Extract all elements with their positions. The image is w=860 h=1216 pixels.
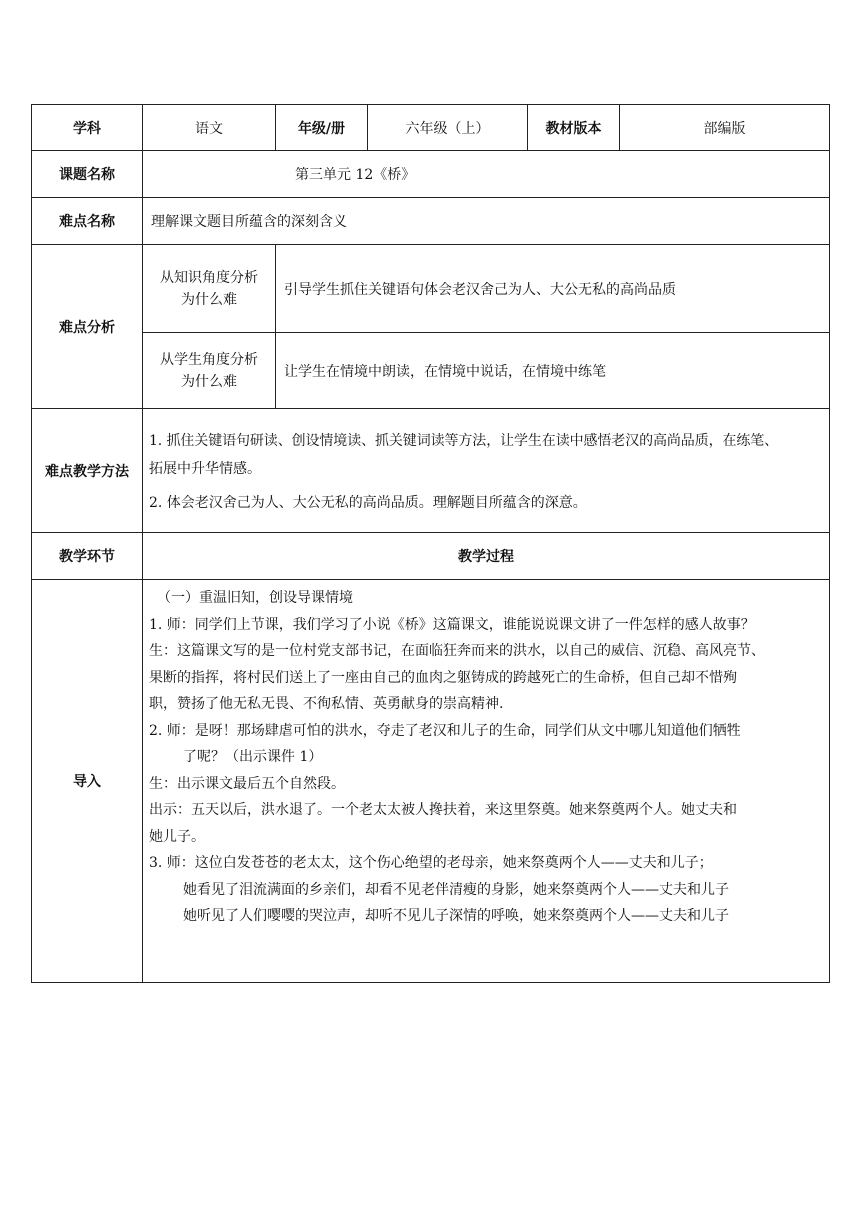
grade-label: 年级/册	[276, 105, 368, 151]
intro-line: 生：出示课文最后五个自然段。	[149, 775, 345, 792]
intro-line: 3. 师：这位白发苍苍的老太太，这个伤心绝望的老母亲，她来祭奠两个人——丈夫和儿子；	[149, 855, 713, 871]
intro-content	[143, 580, 830, 983]
intro-line: 职，赞扬了他无私无畏、不徇私情、英勇献身的崇高精神.	[149, 696, 504, 712]
lesson-label: 课题名称	[32, 151, 143, 198]
intro-line: 果断的指挥，将村民们送上了一座由自己的血肉之躯铸成的跨越死亡的生命桥，但自己却不惜殉	[149, 669, 737, 686]
intro-line: 出示：五天以后，洪水退了。一个老太太被人搀扶着，来这里祭奠。她来祭奠两个人。她丈夫和	[149, 802, 737, 818]
process-header: 教学过程	[143, 533, 830, 580]
knowledge-angle-value: 引导学生抓住关键语句体会老汉舍己为人、大公无私的高尚品质	[276, 245, 830, 333]
header-row	[32, 105, 830, 151]
analysis-label: 难点分析	[32, 245, 143, 409]
method-item1-line2: 拓展中升华情感。	[149, 460, 261, 477]
knowledge-angle-line2: 为什么难	[181, 291, 237, 308]
knowledge-angle-label	[143, 245, 276, 333]
process-header-row	[32, 533, 830, 580]
lesson-row	[32, 151, 830, 198]
textbook-value: 部编版	[620, 105, 830, 151]
student-angle-value: 让学生在情境中朗读，在情境中说话，在情境中练笔	[276, 333, 830, 409]
analysis-row-student	[32, 333, 830, 409]
lesson-value: 第三单元 12《桥》	[143, 151, 830, 198]
grade-value: 六年级（上）	[368, 105, 528, 151]
knowledge-angle-line1: 从知识角度分析	[160, 269, 258, 286]
intro-line: 1. 师：同学们上节课，我们学习了小说《桥》这篇课文，谁能说说课文讲了一件怎样的感人故事？	[149, 616, 755, 633]
analysis-row-knowledge	[32, 245, 830, 333]
method-content	[143, 409, 830, 533]
difficulty-label: 难点名称	[32, 198, 143, 245]
intro-row	[32, 580, 830, 983]
intro-line: 生：这篇课文写的是一位村党支部书记，在面临狂奔而来的洪水，以自己的威信、沉稳、高风亮节、	[149, 643, 765, 659]
intro-line: 她听见了人们嘤嘤的哭泣声，却听不见儿子深情的呼唤，她来祭奠两个人——丈夫和儿子	[183, 908, 729, 924]
lesson-plan-table	[31, 104, 830, 983]
intro-line: 她儿子。	[149, 828, 205, 845]
intro-label: 导入	[32, 580, 143, 983]
method-row	[32, 409, 830, 533]
intro-line: 2. 师：是呀！那场肆虐可怕的洪水，夺走了老汉和儿子的生命，同学们从文中哪儿知道他们牺牲	[149, 722, 741, 739]
intro-line: （一）重温旧知，创设导课情境	[157, 590, 353, 606]
textbook-label: 教材版本	[528, 105, 620, 151]
subject-label: 学科	[32, 105, 143, 151]
method-item2: 2. 体会老汉舍己为人、大公无私的高尚品质。理解题目所蕴含的深意。	[149, 494, 587, 511]
student-angle-line2: 为什么难	[181, 373, 237, 390]
method-label: 难点教学方法	[32, 409, 143, 533]
student-angle-label	[143, 333, 276, 409]
student-angle-line1: 从学生角度分析	[160, 351, 258, 368]
stage-header: 教学环节	[32, 533, 143, 580]
difficulty-value: 理解课文题目所蕴含的深刻含义	[143, 198, 830, 245]
difficulty-row	[32, 198, 830, 245]
intro-line: 了呢？（出示课件 1）	[183, 749, 323, 765]
intro-line: 她看见了泪流满面的乡亲们，却看不见老伴清瘦的身影，她来祭奠两个人——丈夫和儿子	[183, 881, 729, 898]
method-item1-line1: 1. 抓住关键语句研读、创设情境读、抓关键词读等方法，让学生在读中感悟老汉的高尚品质，在练笔、	[149, 432, 779, 449]
subject-value: 语文	[143, 105, 276, 151]
